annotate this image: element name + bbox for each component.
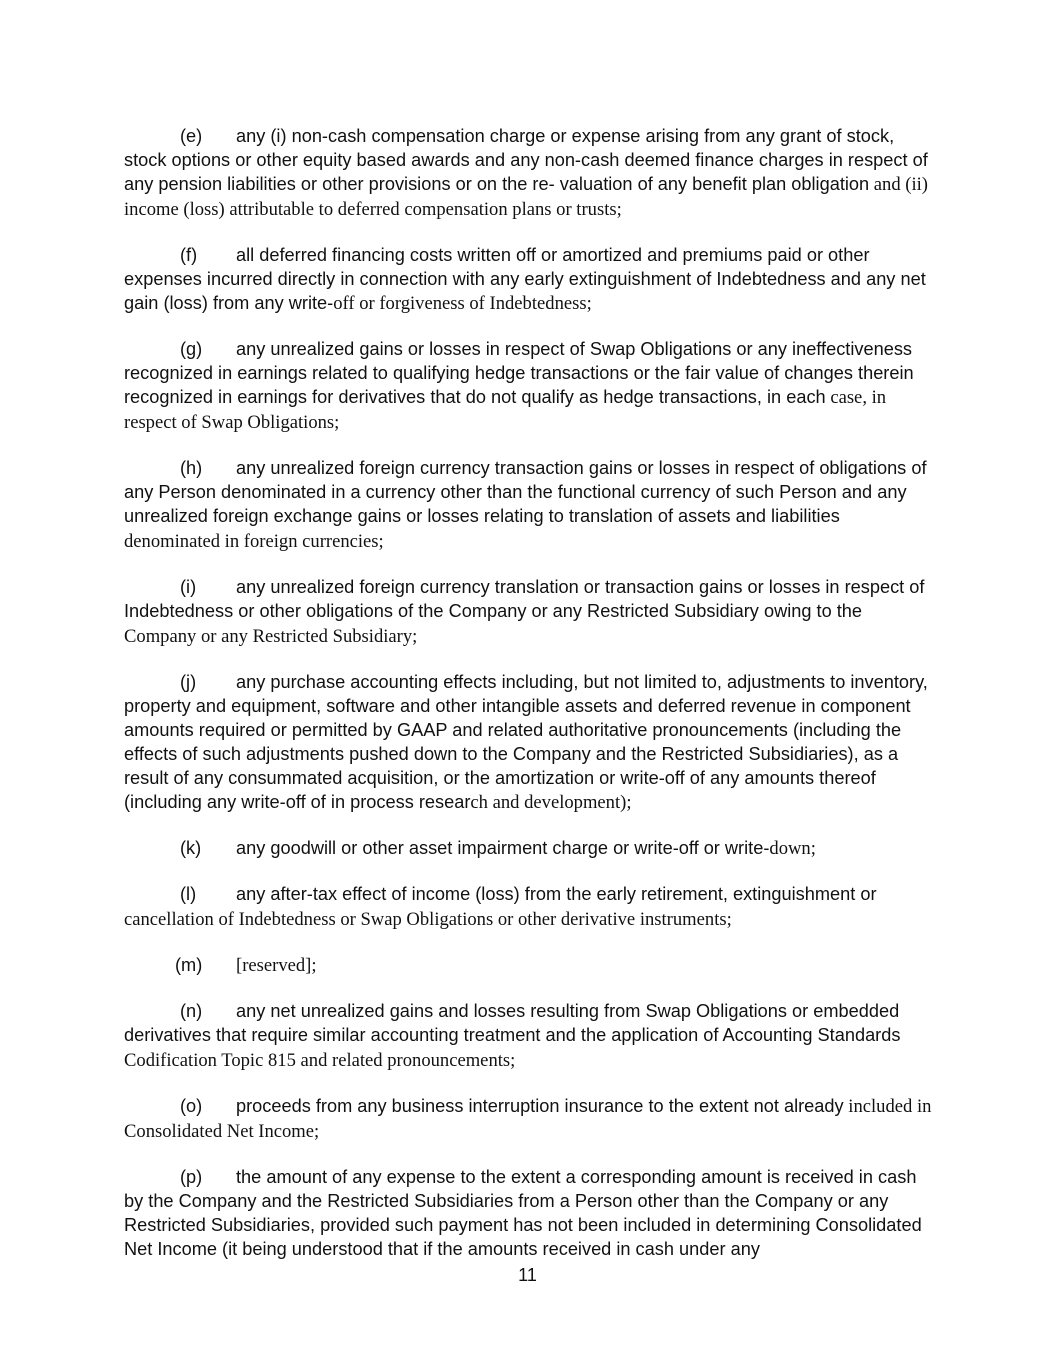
- clause-text-tail: [reserved];: [236, 955, 317, 976]
- clause-text-tail: denominated in foreign currencies;: [124, 531, 384, 552]
- clause-text-tail: included in Consolidated Net Income;: [124, 1096, 932, 1142]
- clause-label: (i): [180, 577, 197, 597]
- clause-text: all deferred financing costs written off or amortized and premiums paid or other expenses incurred directly in connection with any early extinguishment of Indebtedness and any net gain (loss) from any write-: [124, 245, 926, 313]
- clause-label: (p): [180, 1167, 203, 1187]
- clause-label: (h): [180, 458, 203, 478]
- clause-text-tail: Company or any Restricted Subsidiary;: [124, 626, 418, 647]
- clause-text-tail: down;: [769, 838, 816, 859]
- clause-label: (f): [180, 245, 198, 265]
- clause-j: [124, 670, 936, 815]
- clause-text: any goodwill or other asset impairment charge or write-off or write-: [236, 838, 770, 858]
- clause-label: (n): [180, 1001, 203, 1021]
- clause-label: (l): [180, 884, 197, 904]
- clause-k: [124, 836, 936, 861]
- clause-label: (o): [180, 1096, 203, 1116]
- clause-text-tail: and (ii) income (loss) attributable to deferred compensation plans or trusts;: [124, 174, 928, 220]
- clause-text: any after-tax effect of income (loss) from the early retirement, extinguishment or: [236, 884, 877, 904]
- clause-p: [124, 1165, 936, 1262]
- clause-text: any unrealized foreign currency translation or transaction gains or losses in respect of Indebtedness or other obligations of the Company or any Restricted Subsidiary owing to the: [124, 577, 925, 621]
- clause-o: [124, 1094, 936, 1144]
- clause-text: proceeds from any business interruption insurance to the extent not already: [236, 1096, 844, 1116]
- clause-m: [124, 953, 936, 978]
- clause-label: (j): [180, 672, 197, 692]
- clause-n: [124, 999, 936, 1073]
- clause-text: any unrealized foreign currency transaction gains or losses in respect of obligations of any Person denominated in a currency other than the functional currency of such Person and any unrealized foreign exchange gains or losses relating to translation of assets and liabilities: [124, 458, 927, 526]
- clause-f: [124, 243, 936, 316]
- clause-text-tail: Codification Topic 815 and related pronouncements;: [124, 1050, 516, 1071]
- clause-text-tail: off or forgiveness of Indebtedness;: [333, 293, 592, 314]
- clause-label: (m): [175, 955, 203, 975]
- clause-text: the amount of any expense to the extent a corresponding amount is received in cash by the Company and the Restricted Subsidiaries from a Person other than the Company or any Restricted Subsidiaries, provided such payment has not been included in determining Consolidated Net Income (it being understood that if the amounts received in cash under any: [124, 1167, 922, 1259]
- clause-text-tail: cancellation of Indebtedness or Swap Obligations or other derivative instruments;: [124, 909, 732, 930]
- clause-label: (e): [180, 126, 203, 146]
- clause-text-tail: case, in respect of Swap Obligations;: [124, 387, 887, 433]
- clause-text-tail: ch and development);: [470, 792, 632, 813]
- document-body: [124, 124, 936, 1283]
- clause-text: any unrealized gains or losses in respect of Swap Obligations or any ineffectiveness recognized in earnings related to qualifying hedge transactions or the fair value of changes therein recognized in earnings for derivatives that do not qualify as hedge transactions, in each: [124, 339, 914, 407]
- clause-l: [124, 882, 936, 932]
- clause-h: [124, 456, 936, 554]
- page-number: 11: [518, 1265, 537, 1285]
- clause-text: any net unrealized gains and losses resulting from Swap Obligations or embedded derivatives that require similar accounting treatment and the application of Accounting Standards: [124, 1001, 901, 1045]
- clause-i: [124, 575, 936, 649]
- clause-label: (g): [180, 339, 203, 359]
- clause-text: any purchase accounting effects including, but not limited to, adjustments to inventory, property and equipment, software and other intangible assets and deferred revenue in component amounts required or permitted by GAAP and related authoritative pronouncements (including the effects of such adjustments pushed down to the Company and the Restricted Subsidiaries), as a result of any consummated acquisition, or the amortization or write-off of any amounts thereof (including any write-off of in process resear: [124, 672, 928, 812]
- clause-e: [124, 124, 936, 222]
- clause-g: [124, 337, 936, 435]
- clause-label: (k): [180, 838, 202, 858]
- clause-text: any (i) non-cash compensation charge or expense arising from any grant of stock, stock options or other equity based awards and any non-cash deemed finance charges in respect of any pension liabilities or other provisions or on the re- valuation of any benefit plan obligation: [124, 126, 928, 194]
